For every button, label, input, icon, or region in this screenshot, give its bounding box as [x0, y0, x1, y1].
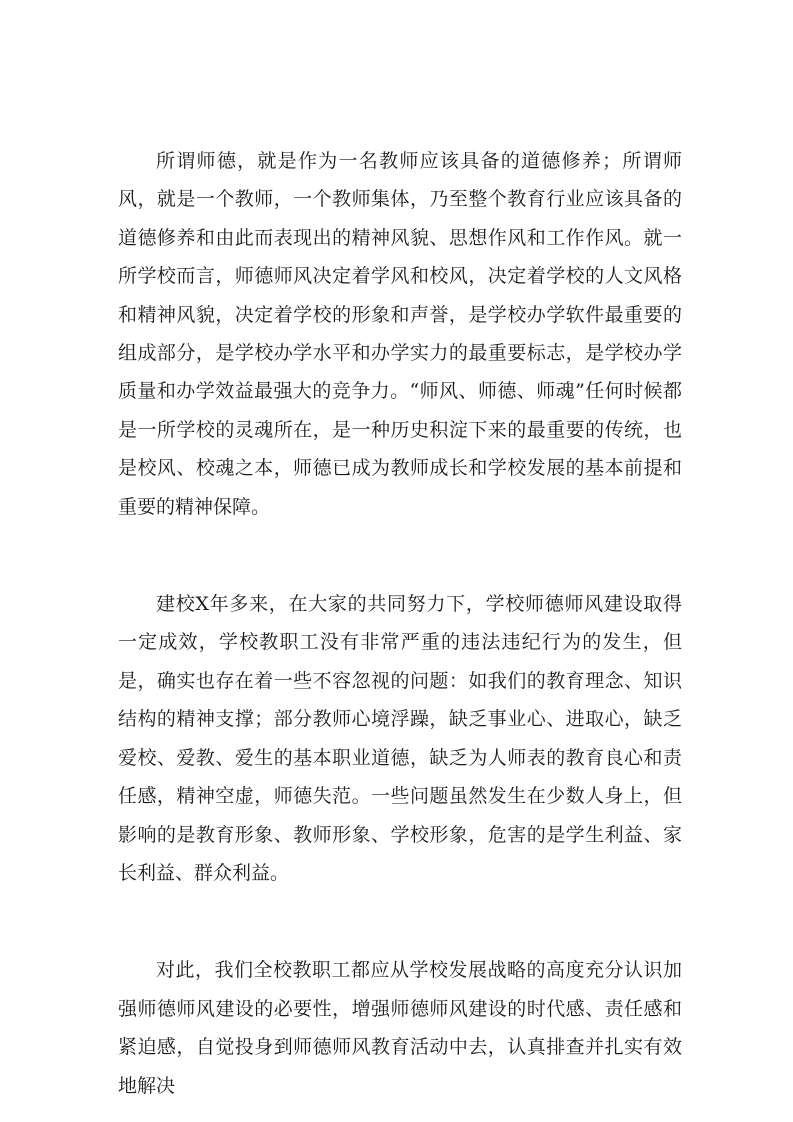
document-body	[118, 142, 682, 1105]
paragraph-3: 对此，我们全校教职工都应从学校发展战略的高度充分认识加强师德师风建设的必要性，增强师德师风建设的时代感、责任感和紧迫感，自觉投身到师德师风教育活动中去，认真排查并扎实有效地解决	[118, 959, 682, 1097]
paragraph-1: 所谓师德，就是作为一名教师应该具备的道德修养；所谓师风，就是一个教师，一个教师集体，乃至整个教育行业应该具备的道德修养和由此而表现出的精神风貌、思想作风和工作作风。就一所学校而言，师德师风决定着学风和校风，决定着学校的人文风格和精神风貌，决定着学校的形象和声誉，是学校办学软件最重要的组成部分，是学校办学水平和办学实力的最重要标志，是学校办学质量和办学效益最强大的竞争力。“师风、师德、师魂”任何时候都是一所学校的灵魂所在，是一种历史积淀下来的最重要的传统，也是校风、校魂之本，师德已成为教师成长和学校发展的基本前提和重要的精神保障。	[118, 150, 682, 518]
paragraph-2: 建校X年多来，在大家的共同努力下，学校师德师风建设取得一定成效，学校教职工没有非常严重的违法违纪行为的发生，但是，确实也存在着一些不容忽视的问题：如我们的教育理念、知识结构的精神支撑；部分教师心境浮躁，缺乏事业心、进取心，缺乏爱校、爱教、爱生的基本职业道德，缺乏为人师表的教育良心和责任感，精神空虚，师德失范。一些问题虽然发生在少数人身上，但影响的是教育形象、教师形象、学校形象，危害的是学生利益、家长利益、群众利益。	[118, 593, 682, 884]
